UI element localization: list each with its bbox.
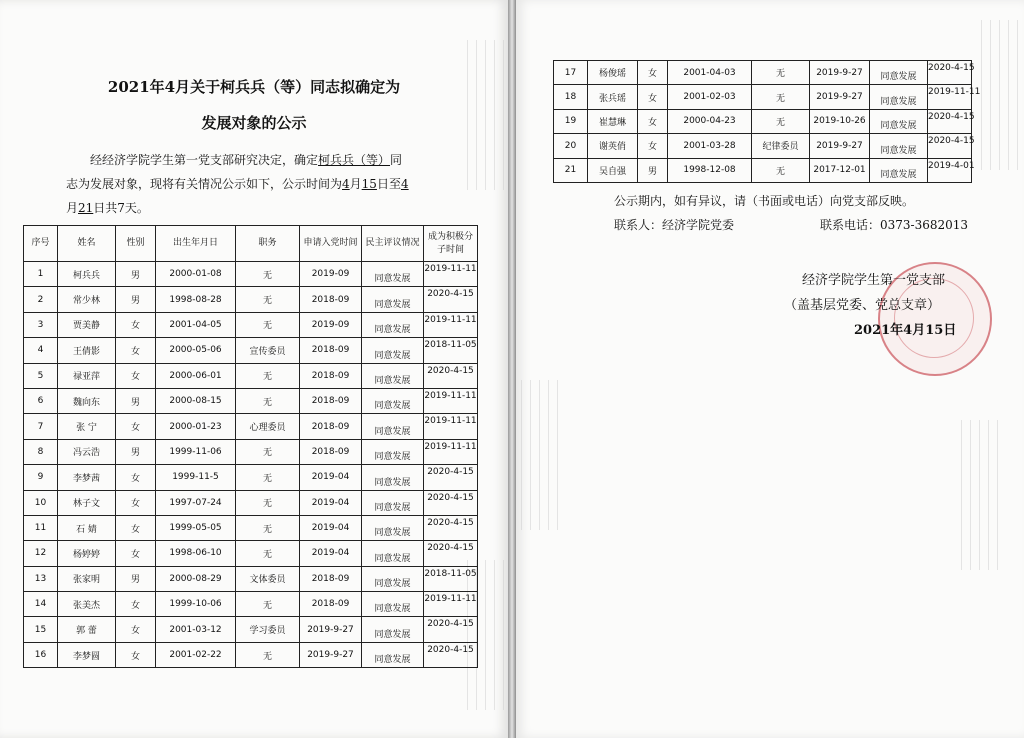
activist-date: 2018-11-05 <box>424 566 478 591</box>
birth-date: 2001-04-05 <box>156 312 236 337</box>
position: 文体委员 <box>236 566 300 591</box>
person-name: 张家明 <box>58 566 116 591</box>
activist-date: 2019-11-11 <box>424 312 478 337</box>
birth-date: 2000-05-06 <box>156 338 236 363</box>
row-number: 21 <box>554 158 588 182</box>
birth-date: 2000-01-23 <box>156 414 236 439</box>
table-row <box>554 61 972 85</box>
activist-date: 2020-4-15 <box>424 490 478 515</box>
contact-phone: 联系电话：0373-3682013 <box>820 218 969 232</box>
birth-date: 2001-04-03 <box>668 61 752 85</box>
evaluation-opinion: 同意发展 <box>870 158 928 182</box>
birth-date: 1999-05-05 <box>156 515 236 540</box>
person-name: 李梦茜 <box>58 465 116 490</box>
table-row <box>24 490 478 515</box>
table-row <box>24 566 478 591</box>
document-title-line1: 2021年4月关于柯兵兵（等）同志拟确定为 <box>107 78 401 96</box>
gender: 女 <box>116 363 156 388</box>
table-row <box>24 439 478 464</box>
activist-date: 2020-4-15 <box>928 109 972 133</box>
gender: 男 <box>116 566 156 591</box>
evaluation-opinion: 同意发展 <box>870 85 928 109</box>
application-date: 2019-04 <box>300 541 362 566</box>
person-name: 常少林 <box>58 287 116 312</box>
scan-noise <box>956 420 1002 570</box>
row-number: 12 <box>24 541 58 566</box>
birth-date: 2001-03-28 <box>668 134 752 158</box>
person-name: 崔慧琳 <box>588 109 638 133</box>
person-name: 杨婷婷 <box>58 541 116 566</box>
evaluation-opinion: 同意发展 <box>362 363 424 388</box>
activist-date: 2020-4-15 <box>424 642 478 667</box>
table-row <box>554 158 972 182</box>
position: 无 <box>236 388 300 413</box>
row-number: 16 <box>24 642 58 667</box>
column-header: 姓名 <box>58 226 116 262</box>
birth-date: 2000-01-08 <box>156 262 236 287</box>
table-row <box>554 134 972 158</box>
application-date: 2018-09 <box>300 566 362 591</box>
row-number: 14 <box>24 592 58 617</box>
person-name: 魏向东 <box>58 388 116 413</box>
position: 纪律委员 <box>752 134 810 158</box>
gender: 男 <box>116 439 156 464</box>
application-date: 2017-12-01 <box>810 158 870 182</box>
position: 无 <box>752 61 810 85</box>
evaluation-opinion: 同意发展 <box>362 566 424 591</box>
row-number: 2 <box>24 287 58 312</box>
evaluation-opinion: 同意发展 <box>362 312 424 337</box>
person-name: 林子文 <box>58 490 116 515</box>
notice-text: 公示期内，如有异议，请（书面或电话）向党支部反映。 <box>614 194 915 208</box>
application-date: 2018-09 <box>300 592 362 617</box>
intro-month-start: 4 <box>342 177 350 191</box>
row-number: 9 <box>24 465 58 490</box>
position: 无 <box>236 312 300 337</box>
person-name: 张美杰 <box>58 592 116 617</box>
gender: 女 <box>638 85 668 109</box>
signature-date: 2021年4月15日 <box>854 323 957 338</box>
table-row <box>24 414 478 439</box>
person-name: 杨俊瑶 <box>588 61 638 85</box>
candidates-table-continued <box>553 60 981 183</box>
birth-date: 1999-10-06 <box>156 592 236 617</box>
table-row <box>554 85 972 109</box>
intro-paragraph <box>66 148 466 220</box>
activist-date: 2020-4-15 <box>424 465 478 490</box>
table-row <box>24 262 478 287</box>
table-row <box>24 617 478 642</box>
evaluation-opinion: 同意发展 <box>362 262 424 287</box>
gender: 男 <box>116 287 156 312</box>
evaluation-opinion: 同意发展 <box>870 61 928 85</box>
gender: 女 <box>116 338 156 363</box>
gender: 女 <box>116 541 156 566</box>
position: 心理委员 <box>236 414 300 439</box>
position: 无 <box>236 363 300 388</box>
column-header: 申请入党时间 <box>300 226 362 262</box>
intro-month-end: 4 <box>400 177 409 191</box>
birth-date: 1999-11-06 <box>156 439 236 464</box>
activist-date: 2019-11-11 <box>424 414 478 439</box>
evaluation-opinion: 同意发展 <box>362 515 424 540</box>
gender: 男 <box>116 262 156 287</box>
position: 无 <box>236 465 300 490</box>
activist-date: 2020-4-15 <box>928 134 972 158</box>
application-date: 2018-09 <box>300 439 362 464</box>
intro-text: 月 <box>66 201 79 215</box>
gender: 女 <box>116 465 156 490</box>
intro-text: 日共7天。 <box>93 201 149 215</box>
application-date: 2018-09 <box>300 414 362 439</box>
position: 无 <box>236 541 300 566</box>
application-date: 2019-9-27 <box>810 134 870 158</box>
gender: 女 <box>116 592 156 617</box>
left-page <box>0 0 508 738</box>
candidates-table <box>23 225 478 668</box>
intro-text: 日至 <box>376 177 401 191</box>
position: 无 <box>236 515 300 540</box>
activist-date: 2019-11-11 <box>424 262 478 287</box>
row-number: 10 <box>24 490 58 515</box>
person-name: 张 宁 <box>58 414 116 439</box>
intro-text: 经经济学院学生第一党支部研究决定，确定 <box>90 153 319 167</box>
activist-date: 2020-4-15 <box>424 541 478 566</box>
application-date: 2018-09 <box>300 388 362 413</box>
column-header: 民主评议情况 <box>362 226 424 262</box>
signature-org: 经济学院学生第一党支部 <box>802 273 946 288</box>
row-number: 20 <box>554 134 588 158</box>
row-number: 19 <box>554 109 588 133</box>
evaluation-opinion: 同意发展 <box>870 109 928 133</box>
gender: 女 <box>116 642 156 667</box>
scan-noise <box>976 20 1022 170</box>
row-number: 17 <box>554 61 588 85</box>
intro-text: 志为发展对象，现将有关情况公示如下，公示时间为 <box>66 177 343 191</box>
intro-text: 月 <box>349 177 362 191</box>
contact-person: 联系人：经济学院党委 <box>614 218 735 232</box>
evaluation-opinion: 同意发展 <box>362 541 424 566</box>
row-number: 18 <box>554 85 588 109</box>
person-name: 吴自强 <box>588 158 638 182</box>
row-number: 1 <box>24 262 58 287</box>
application-date: 2019-9-27 <box>810 61 870 85</box>
activist-date: 2019-11-11 <box>424 439 478 464</box>
evaluation-opinion: 同意发展 <box>362 338 424 363</box>
position: 无 <box>752 85 810 109</box>
column-header: 职务 <box>236 226 300 262</box>
row-number: 13 <box>24 566 58 591</box>
evaluation-opinion: 同意发展 <box>362 287 424 312</box>
table-row <box>24 465 478 490</box>
evaluation-opinion: 同意发展 <box>362 642 424 667</box>
table-row <box>24 312 478 337</box>
column-header: 出生年月日 <box>156 226 236 262</box>
table-row <box>24 515 478 540</box>
activist-date: 2020-4-15 <box>424 363 478 388</box>
position: 无 <box>236 592 300 617</box>
birth-date: 2000-08-15 <box>156 388 236 413</box>
person-name: 王倩影 <box>58 338 116 363</box>
intro-text: 同 <box>390 153 403 167</box>
activist-date: 2020-4-15 <box>424 515 478 540</box>
gender: 女 <box>116 312 156 337</box>
application-date: 2018-09 <box>300 338 362 363</box>
evaluation-opinion: 同意发展 <box>362 617 424 642</box>
evaluation-opinion: 同意发展 <box>362 490 424 515</box>
evaluation-opinion: 同意发展 <box>362 388 424 413</box>
table-row <box>24 338 478 363</box>
application-date: 2019-09 <box>300 262 362 287</box>
activist-date: 2019-11-11 <box>424 388 478 413</box>
signature-note: （盖基层党委、党总支章） <box>784 298 941 313</box>
person-name: 冯云浩 <box>58 439 116 464</box>
intro-candidate-name: 柯兵兵（等） <box>318 153 391 167</box>
person-name: 柯兵兵 <box>58 262 116 287</box>
column-header: 成为积极分子时间 <box>424 226 478 262</box>
position: 无 <box>236 262 300 287</box>
application-date: 2019-04 <box>300 465 362 490</box>
activist-date: 2018-11-05 <box>424 338 478 363</box>
birth-date: 2001-03-12 <box>156 617 236 642</box>
birth-date: 2001-02-03 <box>668 85 752 109</box>
evaluation-opinion: 同意发展 <box>362 465 424 490</box>
gender: 女 <box>116 490 156 515</box>
position: 无 <box>236 287 300 312</box>
person-name: 张兵瑶 <box>588 85 638 109</box>
gender: 女 <box>116 414 156 439</box>
column-header: 性别 <box>116 226 156 262</box>
table-row <box>24 642 478 667</box>
birth-date: 2001-02-22 <box>156 642 236 667</box>
evaluation-opinion: 同意发展 <box>870 134 928 158</box>
row-number: 15 <box>24 617 58 642</box>
activist-date: 2019-11-11 <box>928 85 972 109</box>
birth-date: 1998-06-10 <box>156 541 236 566</box>
intro-day-end: 21 <box>78 201 94 215</box>
evaluation-opinion: 同意发展 <box>362 592 424 617</box>
birth-date: 1999-11-5 <box>156 465 236 490</box>
table-row <box>24 388 478 413</box>
row-number: 8 <box>24 439 58 464</box>
row-number: 3 <box>24 312 58 337</box>
birth-date: 2000-04-23 <box>668 109 752 133</box>
row-number: 4 <box>24 338 58 363</box>
position: 宣传委员 <box>236 338 300 363</box>
table-row <box>24 363 478 388</box>
table-row <box>24 541 478 566</box>
document-title-line2: 发展对象的公示 <box>201 114 307 132</box>
row-number: 5 <box>24 363 58 388</box>
gender: 女 <box>638 134 668 158</box>
person-name: 李梦圆 <box>58 642 116 667</box>
table-header-row <box>24 226 478 262</box>
evaluation-opinion: 同意发展 <box>362 414 424 439</box>
activist-date: 2019-11-11 <box>424 592 478 617</box>
gender: 女 <box>638 109 668 133</box>
evaluation-opinion: 同意发展 <box>362 439 424 464</box>
position: 学习委员 <box>236 617 300 642</box>
birth-date: 1998-12-08 <box>668 158 752 182</box>
birth-date: 1998-08-28 <box>156 287 236 312</box>
birth-date: 2000-06-01 <box>156 363 236 388</box>
gender: 男 <box>116 388 156 413</box>
position: 无 <box>236 642 300 667</box>
application-date: 2018-09 <box>300 363 362 388</box>
person-name: 郭 蕾 <box>58 617 116 642</box>
birth-date: 2000-08-29 <box>156 566 236 591</box>
table-row <box>24 287 478 312</box>
application-date: 2019-9-27 <box>300 642 362 667</box>
intro-day-start: 15 <box>361 177 377 191</box>
activist-date: 2020-4-15 <box>424 287 478 312</box>
row-number: 7 <box>24 414 58 439</box>
position: 无 <box>236 439 300 464</box>
activist-date: 2020-4-15 <box>928 61 972 85</box>
gender: 女 <box>638 61 668 85</box>
application-date: 2019-04 <box>300 515 362 540</box>
column-header: 序号 <box>24 226 58 262</box>
position: 无 <box>752 158 810 182</box>
gender: 女 <box>116 515 156 540</box>
application-date: 2019-9-27 <box>300 617 362 642</box>
application-date: 2019-9-27 <box>810 85 870 109</box>
application-date: 2019-09 <box>300 312 362 337</box>
table-row <box>24 592 478 617</box>
position: 无 <box>236 490 300 515</box>
row-number: 11 <box>24 515 58 540</box>
application-date: 2019-10-26 <box>810 109 870 133</box>
person-name: 禄亚萍 <box>58 363 116 388</box>
gender: 男 <box>638 158 668 182</box>
application-date: 2018-09 <box>300 287 362 312</box>
person-name: 石 婧 <box>58 515 116 540</box>
person-name: 贾美静 <box>58 312 116 337</box>
application-date: 2019-04 <box>300 490 362 515</box>
person-name: 谢英俏 <box>588 134 638 158</box>
row-number: 6 <box>24 388 58 413</box>
activist-date: 2020-4-15 <box>424 617 478 642</box>
gender: 女 <box>116 617 156 642</box>
scan-noise <box>516 380 562 530</box>
activist-date: 2019-4-01 <box>928 158 972 182</box>
table-row <box>554 109 972 133</box>
book-gutter <box>508 0 516 738</box>
position: 无 <box>752 109 810 133</box>
birth-date: 1997-07-24 <box>156 490 236 515</box>
